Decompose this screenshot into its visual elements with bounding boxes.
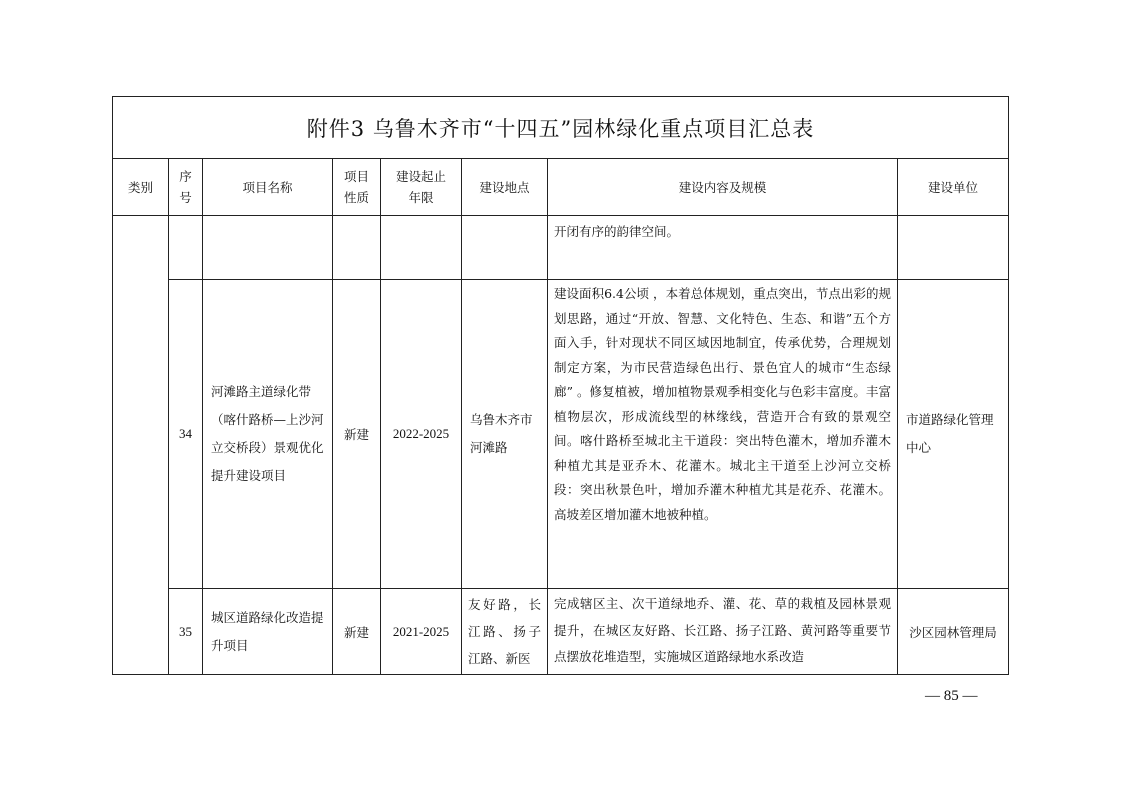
unit-cell [898,216,1009,280]
page-number: — 85 — [925,688,978,704]
period-cell [381,216,462,280]
content-cell: 完成辖区主、次干道绿地乔、灌、花、草的栽植及园林景观提升，在城区友好路、长江路、扬子江路、黄河路等重要节点摆放花堆造型，实施城区道路绿地水系改造 [548,589,898,675]
header-row [113,159,1009,216]
table-row [113,280,1009,589]
location-cell [462,216,548,280]
content-cell: 开闭有序的韵律空间。 [548,216,898,280]
period-cell: 2022-2025 [381,280,462,589]
header-location: 建设地点 [462,159,548,216]
unit-cell: 沙区园林管理局 [898,589,1009,675]
unit-cell: 市道路绿化管理中心 [898,280,1009,589]
name-cell: 城区道路绿化改造提升项目 [203,589,333,675]
nature-cell: 新建 [333,589,381,675]
location-cell: 友好路，长江路、扬子江路、新医 [462,589,548,675]
name-cell: 河滩路主道绿化带（喀什路桥—上沙河立交桥段）景观优化提升建设项目 [203,280,333,589]
seq-cell: 35 [169,589,203,675]
seq-cell [169,216,203,280]
table-row [113,589,1009,675]
period-cell: 2021-2025 [381,589,462,675]
header-name: 项目名称 [203,159,333,216]
header-category: 类别 [113,159,169,216]
name-cell [203,216,333,280]
seq-cell: 34 [169,280,203,589]
header-nature: 项目 性质 [333,159,381,216]
header-unit: 建设单位 [898,159,1009,216]
summary-table [112,96,1009,675]
table-title: 附件3 乌鲁木齐市“十四五”园林绿化重点项目汇总表 [113,97,1009,159]
header-content: 建设内容及规模 [548,159,898,216]
header-seq: 序 号 [169,159,203,216]
location-cell: 乌鲁木齐市河滩路 [462,280,548,589]
nature-cell [333,216,381,280]
summary-table-wrapper [112,96,1008,675]
table-row [113,216,1009,280]
header-period: 建设起止 年限 [381,159,462,216]
category-cell [113,216,169,675]
content-cell: 建设面积6.4公顷 ，本着总体规划，重点突出，节点出彩的规划思路，通过“开放、智慧、文化特色、生态、和谐”五个方面入手，针对现状不同区域因地制宜，传承优势，合理规划制定方案，为市民营造绿色出行、景色宜人的城市“生态绿廊” 。修复植被，增加植物景观季相变化与色彩丰富度。丰富植物层次，形成流线型的林缘线，营造开合有致的景观空间。喀什路桥至城北主干道段：突出特色灌木，增加乔灌木种植尤其是亚乔木、花灌木。城北主干道至上沙河立交桥段：突出秋景色叶，增加乔灌木种植尤其是花乔、花灌木。高坡差区增加灌木地被种植。 [548,280,898,589]
nature-cell: 新建 [333,280,381,589]
